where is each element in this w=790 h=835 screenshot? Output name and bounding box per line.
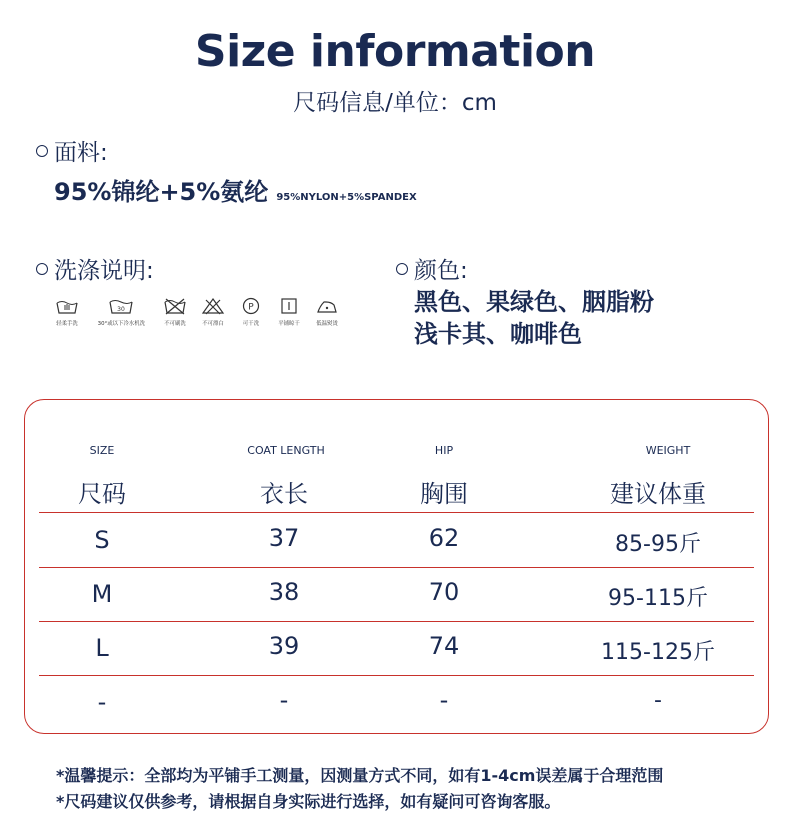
color-values	[414, 286, 654, 350]
table-cell-size: L	[95, 634, 109, 662]
fabric-value-en: 95%NYLON+5%SPANDEX	[276, 192, 417, 203]
table-cell-coat-length: 37	[268, 524, 300, 552]
table-cell-weight: 115-125斤	[601, 640, 715, 665]
table-divider	[39, 512, 754, 513]
svg-text:P: P	[248, 302, 254, 313]
col-header-en-coat-length: COAT LENGTH	[247, 444, 325, 457]
page-title: Size information	[194, 26, 596, 77]
wash-care-label: 轻柔手洗	[56, 320, 78, 327]
table-cell-weight: 95-115斤	[608, 586, 708, 611]
fabric-section-header	[36, 134, 108, 167]
wash-care-label: 低温熨烫	[316, 320, 338, 327]
col-header-zh-hip: 胸围	[420, 480, 468, 508]
wash-care-item	[48, 296, 86, 327]
wash-icons-row	[48, 296, 346, 327]
color-values-line2: 浅卡其、咖啡色	[414, 320, 582, 348]
bullet-circle-icon	[36, 263, 48, 275]
table-cell-weight: 85-95斤	[615, 532, 701, 557]
no-tumble-dry-icon	[162, 296, 188, 316]
table-divider	[39, 675, 754, 676]
note-line-1: *温馨提示：全部均为平铺手工测量，因测量方式不同，如有1-4cm误差属于合理范围	[56, 766, 664, 785]
table-cell-coat-length: 38	[268, 578, 300, 606]
table-cell-size: S	[94, 526, 110, 554]
dry-flat-icon	[276, 296, 302, 316]
wash-care-item	[86, 296, 156, 327]
page-subtitle: 尺码信息/单位：cm	[293, 90, 497, 116]
note-line-2: *尺码建议仅供参考，请根据自身实际进行选择，如有疑问可咨询客服。	[56, 792, 561, 811]
table-cell-hip: 62	[428, 524, 460, 552]
table-cell-hip: 74	[428, 632, 460, 660]
col-header-en-weight: WEIGHT	[645, 444, 691, 457]
table-divider	[39, 567, 754, 568]
hand-wash-icon	[54, 296, 80, 316]
table-cell-size: -	[97, 688, 107, 716]
bullet-circle-icon	[36, 145, 48, 157]
table-cell-hip: -	[439, 686, 449, 714]
col-header-zh-size: 尺码	[78, 480, 126, 508]
wash-section-header	[36, 252, 154, 285]
color-values-line1: 黑色、果绿色、胭脂粉	[414, 288, 654, 316]
wash-care-label: 30°或以下冷水机洗	[97, 320, 145, 327]
col-header-zh-weight: 建议体重	[610, 480, 706, 508]
wash-care-label: 不可漂白	[202, 320, 224, 327]
wash-care-item	[194, 296, 232, 327]
dry-clean-p-icon	[238, 296, 264, 316]
col-header-en-hip: HIP	[434, 444, 454, 457]
table-cell-weight: -	[654, 688, 662, 713]
svg-text:30: 30	[117, 306, 125, 313]
machine-wash-30-icon	[108, 296, 134, 316]
fabric-value-zh: 95%锦纶+5%氨纶	[54, 178, 269, 206]
col-header-en-size: SIZE	[89, 444, 115, 457]
color-label: 颜色:	[414, 258, 468, 284]
low-iron-icon	[314, 296, 340, 316]
wash-care-item	[270, 296, 308, 327]
wash-care-item	[308, 296, 346, 327]
wash-care-item	[156, 296, 194, 327]
wash-care-label: 平铺晾干	[278, 320, 300, 327]
table-cell-size: M	[91, 580, 113, 608]
table-cell-coat-length: 39	[268, 632, 300, 660]
table-divider	[39, 621, 754, 622]
table-cell-coat-length: -	[279, 686, 289, 714]
wash-care-label: 不可刷洗	[164, 320, 186, 327]
no-bleach-icon	[200, 296, 226, 316]
fabric-value	[54, 172, 417, 207]
color-section-header	[396, 252, 468, 285]
wash-care-label: 可干洗	[242, 320, 260, 327]
wash-care-item	[232, 296, 270, 327]
wash-label: 洗涤说明:	[54, 258, 154, 284]
table-cell-hip: 70	[428, 578, 460, 606]
fabric-label: 面料:	[54, 140, 108, 166]
col-header-zh-coat-length: 衣长	[260, 480, 308, 508]
bullet-circle-icon	[396, 263, 408, 275]
